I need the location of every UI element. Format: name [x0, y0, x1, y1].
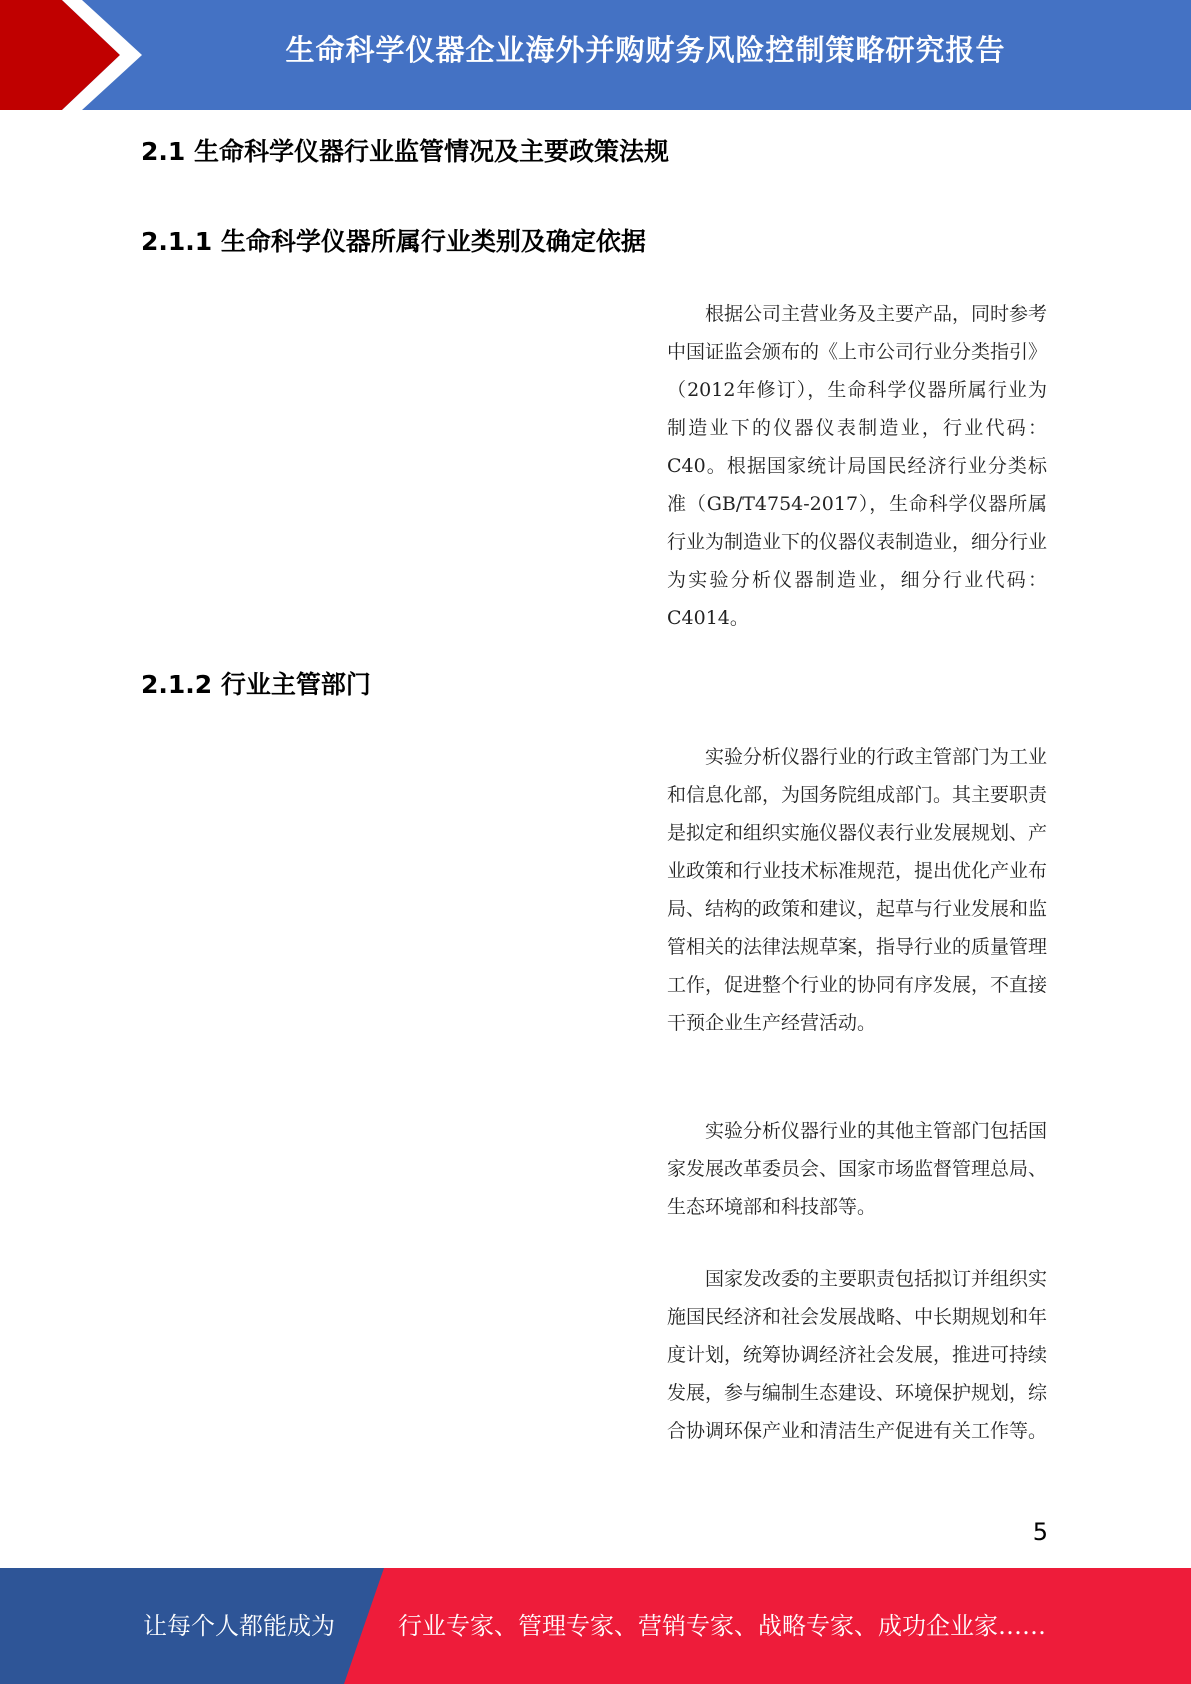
section-heading-2-1: 2.1 生命科学仪器行业监管情况及主要政策法规 [141, 137, 669, 166]
header-banner [0, 0, 1191, 110]
footer-slogan-left: 让每个人都能成为 [143, 1612, 335, 1640]
paragraph-industry-classification: 根据公司主营业务及主要产品，同时参考中国证监会颁布的《上市公司行业分类指引》（2012年修订），生命科学仪器所属行业为制造业下的仪器仪表制造业，行业代码：C40。根据国家统计局国民经济行业分类标准（GB/T4754-2017），生命科学仪器所属行业为制造业下的仪器仪表制造业，细分行业为实验分析仪器制造业，细分行业代码：C4014。 [667, 303, 1048, 629]
footer-slogan-right: 行业专家、管理专家、营销专家、战略专家、成功企业家…… [398, 1612, 1046, 1640]
header-arrow-decoration [0, 0, 150, 110]
section-heading-2-1-1: 2.1.1 生命科学仪器所属行业类别及确定依据 [141, 227, 646, 256]
paragraph-other-authorities: 实验分析仪器行业的其他主管部门包括国家发展改革委员会、国家市场监督管理总局、生态环境部和科技部等。 [667, 1120, 1048, 1218]
report-title: 生命科学仪器企业海外并购财务风险控制策略研究报告 [285, 33, 1006, 67]
page-number: 5 [1032, 1518, 1048, 1546]
section-heading-2-1-2: 2.1.2 行业主管部门 [141, 670, 371, 699]
paragraph-ndrc-duties: 国家发改委的主要职责包括拟订并组织实施国民经济和社会发展战略、中长期规划和年度计划，统筹协调经济社会发展，推进可持续发展，参与编制生态建设、环境保护规划，综合协调环保产业和清洁生产促进有关工作等。 [667, 1268, 1048, 1442]
paragraph-administrative-authority: 实验分析仪器行业的行政主管部门为工业和信息化部，为国务院组成部门。其主要职责是拟定和组织实施仪器仪表行业发展规划、产业政策和行业技术标准规范，提出优化产业布局、结构的政策和建议，起草与行业发展和监管相关的法律法规草案，指导行业的质量管理工作，促进整个行业的协同有序发展，不直接干预企业生产经营活动。 [667, 746, 1048, 1034]
footer-banner [0, 1568, 1191, 1684]
